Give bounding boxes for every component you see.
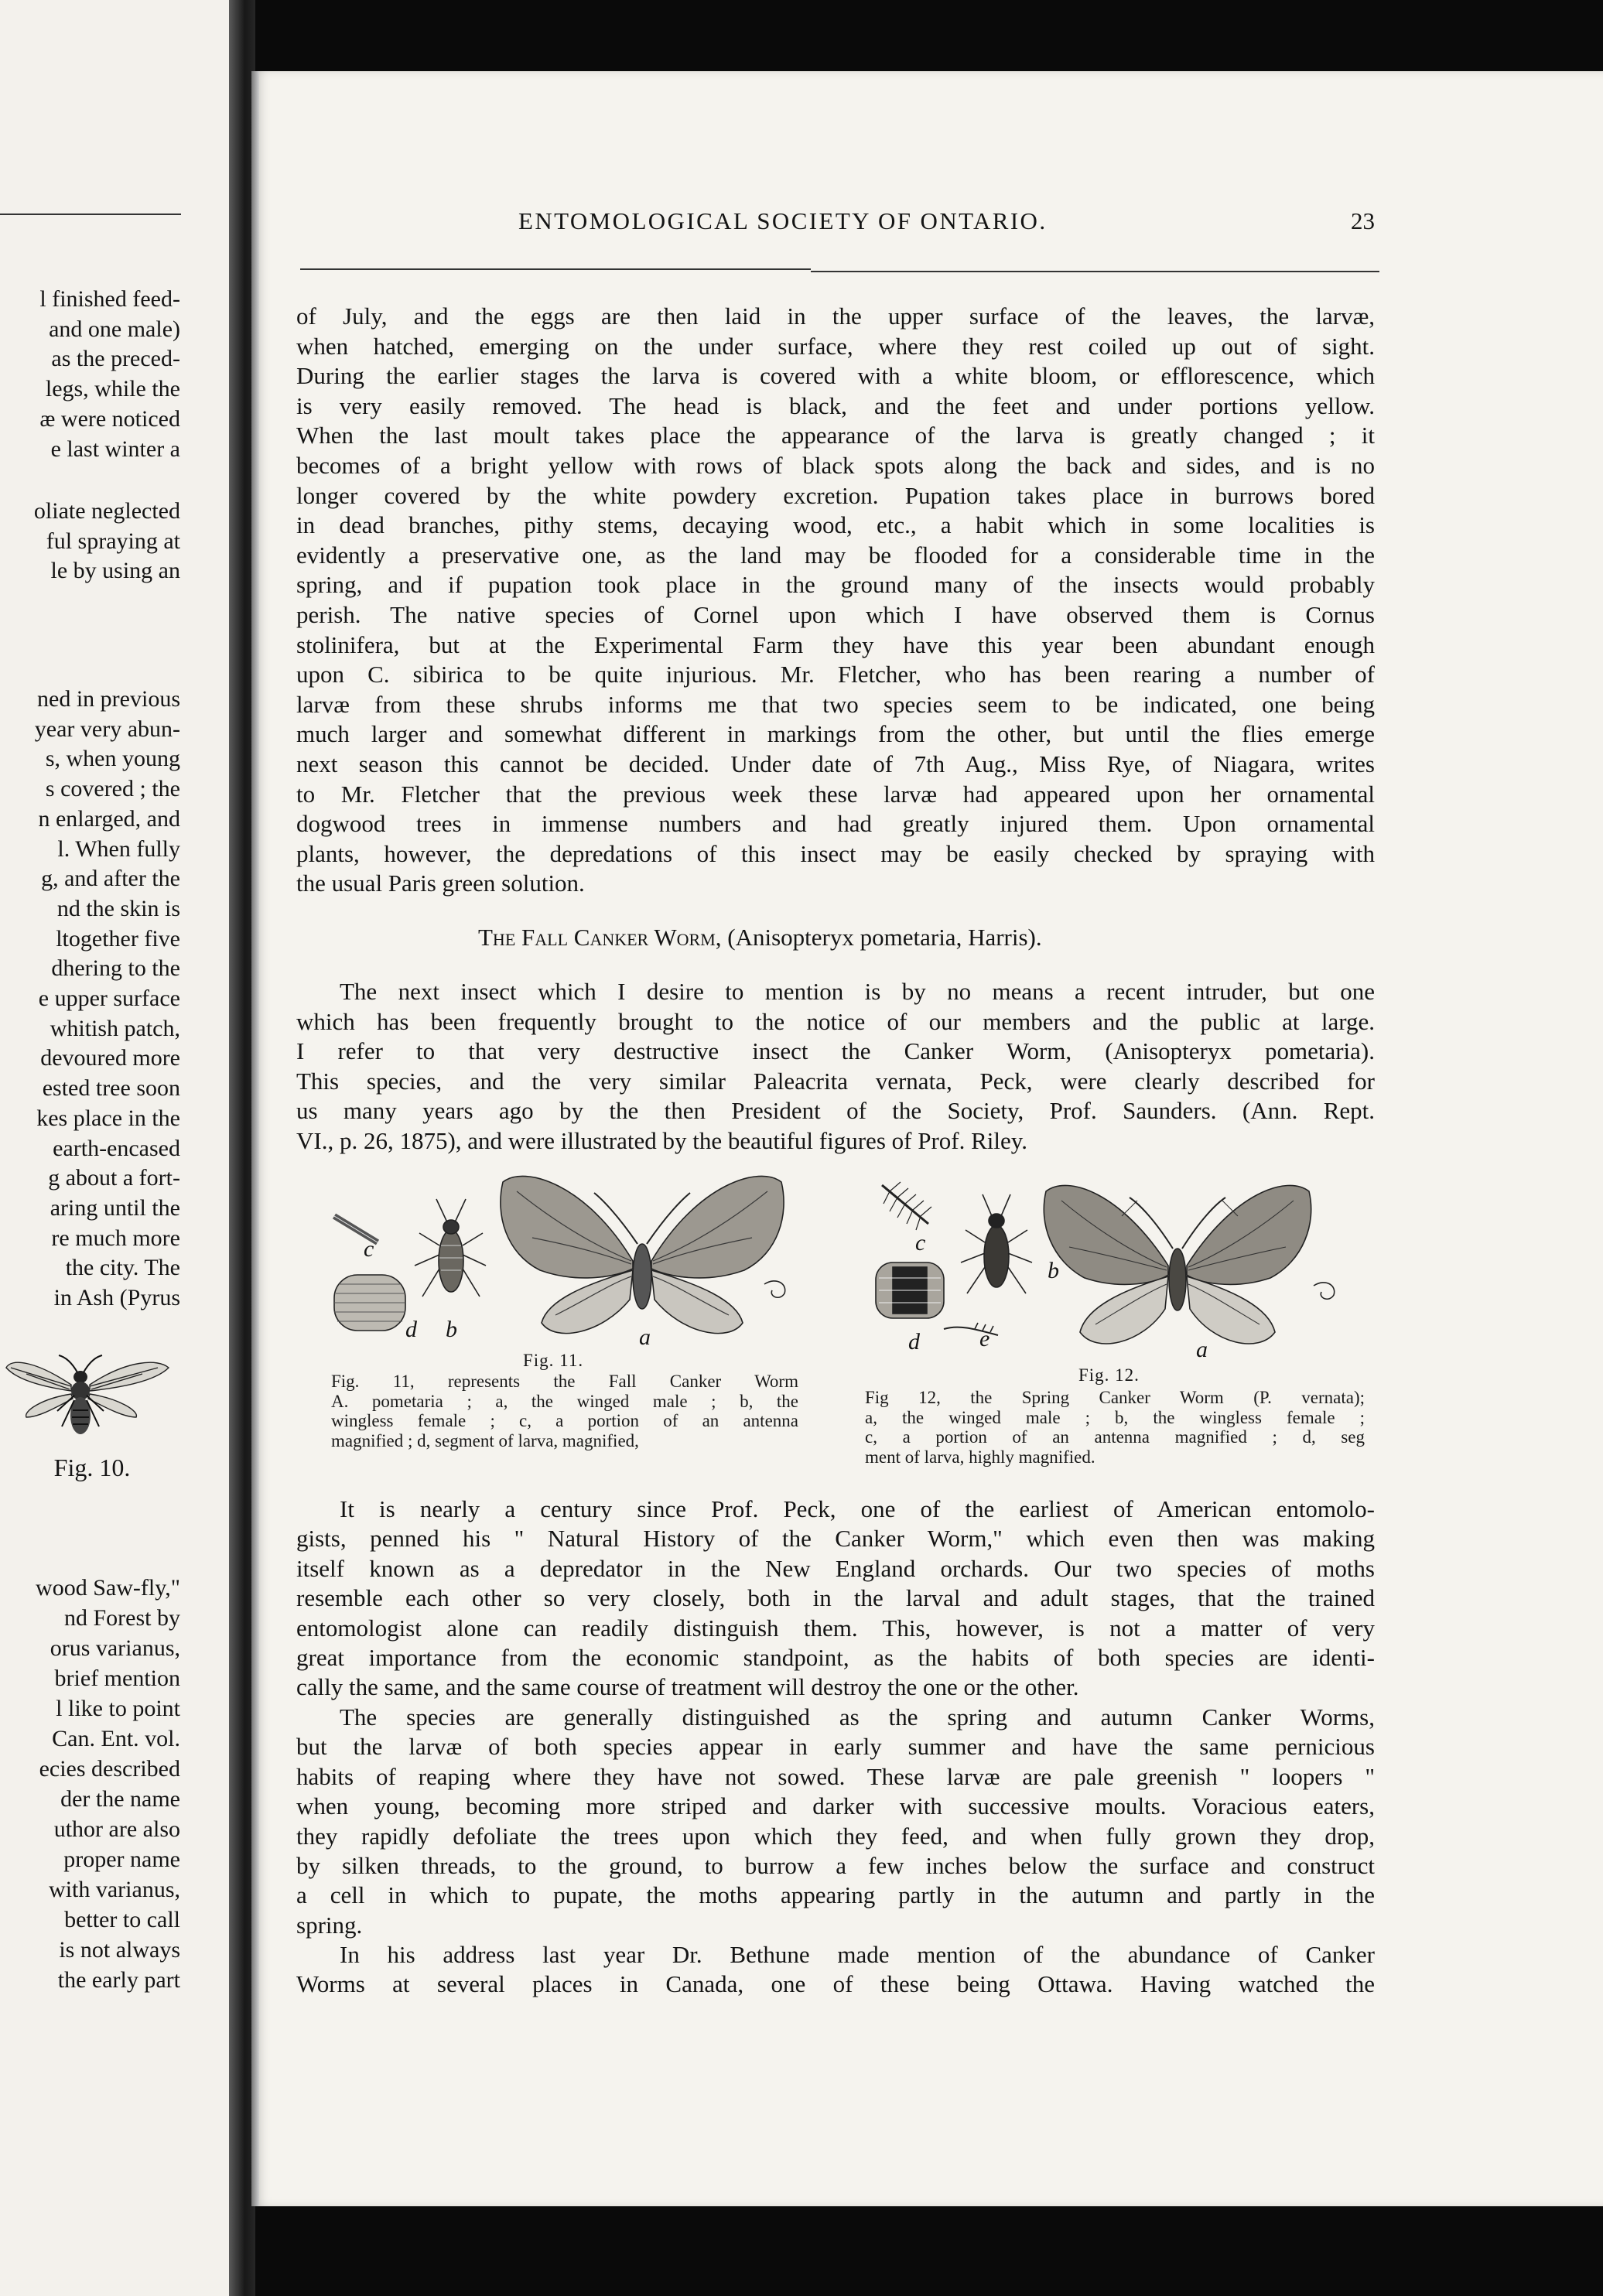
- fig10-label: Fig. 10.: [53, 1454, 131, 1481]
- left-page-rule: [0, 214, 181, 215]
- body-line: stolinifera, but at the Experimental Farm they have this year been abundant enough: [296, 630, 1375, 658]
- fig11-label: Fig. 11.: [523, 1351, 584, 1370]
- body-line: VI., p. 26, 1875), and were illustrated by the beautiful figures of Prof. Riley.: [296, 1127, 1027, 1154]
- running-head: ENTOMOLOGICAL SOCIETY OF ONTARIO.: [518, 207, 1048, 234]
- left-text-line: proper name: [63, 1847, 180, 1872]
- sawfly-illustration: [3, 1337, 181, 1453]
- left-text-line: whitish patch,: [50, 1015, 180, 1041]
- body-line: next season this cannot be decided. Under date of 7th Aug., Miss Rye, of Niagara, writes: [296, 750, 1375, 777]
- left-text-line: ested tree soon: [42, 1075, 180, 1102]
- left-text-line: ned in previous: [37, 686, 180, 712]
- fig12-label: Fig. 12.: [1078, 1365, 1140, 1385]
- fig12-caption-line: a, the winged male ; b, the wingless female ;: [865, 1407, 1365, 1427]
- body-line: itself known as a depredator in the New England orchards. Our two species of moths: [296, 1554, 1375, 1582]
- body-line: much larger and somewhat different in markings from the other, but until the flies emerge: [296, 720, 1375, 748]
- fig11-caption-line: A. pometaria ; a, the winged male ; b, the: [331, 1391, 798, 1411]
- body-line: The species are generally distinguished as the spring and autumn Canker Worms,: [340, 1703, 1375, 1731]
- left-text-line: oliate neglected: [33, 498, 180, 524]
- body-line: they rapidly defoliate the trees upon which they feed, and when fully grown they drop,: [296, 1822, 1375, 1850]
- body-line: longer covered by the white powdery excretion. Pupation takes place in burrows bored: [296, 481, 1375, 509]
- left-text-line: l like to point: [56, 1696, 180, 1721]
- header-rule-right: [811, 271, 1379, 272]
- body-line: of July, and the eggs are then laid in the upper surface of the leaves, the larvæ,: [296, 302, 1375, 330]
- left-text-line: year very abun-: [34, 716, 180, 742]
- section-heading: [478, 923, 1042, 952]
- fig12-illustration: [866, 1170, 1377, 1363]
- body-line: The next insect which I desire to mention is by no means a recent intruder, but one: [340, 978, 1375, 1005]
- body-line: cally the same, and the same course of treatment will destroy the one or the other.: [296, 1673, 1079, 1701]
- body-line: us many years ago by the then President of the Society, Prof. Saunders. (Ann. Rept.: [296, 1097, 1375, 1125]
- left-text-line: uthor are also: [53, 1816, 180, 1842]
- body-line: by silken threads, to the ground, to burrow a few inches below the surface and construct: [296, 1852, 1375, 1879]
- body-line: a cell in which to pupate, the moths appearing partly in the autumn and partly in the: [296, 1881, 1375, 1909]
- left-text-line: ecies described: [39, 1756, 180, 1782]
- body-line: becomes of a bright yellow with rows of black spots along the back and sides, and is no: [296, 452, 1375, 479]
- body-line: It is nearly a century since Prof. Peck, one of the earliest of American entomolo-: [340, 1495, 1375, 1522]
- left-text-line: g, and after the: [41, 866, 180, 892]
- fig11-illustration: [323, 1168, 803, 1354]
- body-line: dogwood trees in immense numbers and had greatly injured them. Upon ornamental: [296, 810, 1375, 838]
- left-text-line: der the name: [60, 1786, 180, 1812]
- fig12-caption-line: ment of larva, highly magnified.: [865, 1447, 1095, 1467]
- fig11-letter-b: b: [446, 1317, 457, 1342]
- left-text-line: better to call: [64, 1907, 180, 1932]
- body-line: larvæ from these shrubs informs me that two species seem to be indicated, one being: [296, 690, 1375, 718]
- left-text-line: le by using an: [50, 558, 180, 584]
- body-line: which has been frequently brought to the notice of our members and the public at large.: [296, 1007, 1375, 1035]
- body-line: when hatched, emerging on the under surface, where they rest coiled up out of sight.: [296, 332, 1375, 360]
- body-line: When the last moult takes place the appearance of the larva is greatly changed ; it: [296, 422, 1375, 449]
- left-text-line: in Ash (Pyrus: [53, 1285, 180, 1310]
- left-text-line: brief mention: [54, 1666, 180, 1691]
- section-heading-title: The Fall Canker Worm,: [478, 924, 722, 951]
- left-text-line: Can. Ent. vol.: [52, 1726, 180, 1751]
- left-text-line: is not always: [59, 1937, 180, 1963]
- fig11-caption-line: magnified ; d, segment of larva, magnified,: [331, 1430, 639, 1450]
- left-text-line: ful spraying at: [46, 528, 180, 554]
- body-line: evidently a preservative one, as the land may be flooded for a considerable time in the: [296, 541, 1375, 569]
- left-text-line: aring until the: [50, 1194, 180, 1221]
- left-text-line: the city. The: [65, 1255, 180, 1281]
- left-text-line: æ were noticed: [39, 405, 180, 432]
- left-text-line: nd the skin is: [56, 895, 180, 921]
- fig12-letter-e: e: [979, 1326, 990, 1351]
- left-text-line: ltogether five: [56, 925, 180, 952]
- left-text-line: e upper surface: [38, 986, 180, 1011]
- left-text-line: as the preced-: [51, 346, 180, 372]
- left-text-line: s, when young: [45, 746, 180, 772]
- fig12-letter-d: d: [908, 1329, 920, 1355]
- body-line: to Mr. Fletcher that the previous week these larvæ had appeared upon her ornamental: [296, 780, 1375, 808]
- left-text-line: the early part: [57, 1967, 180, 1993]
- left-text-line: e last winter a: [50, 436, 180, 462]
- body-line: is very easily removed. The head is black, and the feet and under portions yellow.: [296, 391, 1375, 419]
- left-text-line: l. When fully: [57, 835, 180, 862]
- body-line: Worms at several places in Canada, one of these being Ottawa. Having watched the: [296, 1970, 1375, 1998]
- left-text-line: earth-encased: [53, 1135, 180, 1161]
- left-text-line: s covered ; the: [45, 776, 180, 802]
- left-text-line: and one male): [49, 316, 180, 342]
- body-line: plants, however, the depredations of this insect may be easily checked by spraying with: [296, 839, 1375, 867]
- left-text-line: orus varianus,: [50, 1635, 180, 1661]
- main-page-edge: [251, 71, 259, 2206]
- fig11-letter-d: d: [405, 1317, 417, 1342]
- body-line: in dead branches, pithy stems, decaying wood, etc., a habit which in some localities is: [296, 511, 1375, 539]
- left-text-line: re much more: [51, 1225, 180, 1251]
- body-line: I refer to that very destructive insect the Canker Worm, (Anisopteryx pometaria).: [296, 1037, 1375, 1065]
- fig11-caption-line: Fig. 11, represents the Fall Canker Worm: [331, 1372, 798, 1391]
- body-line: This species, and the very similar Paleacrita vernata, Peck, were clearly described for: [296, 1067, 1375, 1095]
- left-text-line: dhering to the: [51, 955, 180, 982]
- left-text-line: l finished feed-: [39, 286, 180, 312]
- header-rule-left: [300, 268, 811, 270]
- body-line: habits of reaping where they have not sowed. These larvæ are pale greenish " loopers ": [296, 1762, 1375, 1790]
- left-text-line: g about a fort-: [48, 1165, 180, 1191]
- left-page-fragment: [0, 0, 232, 2296]
- left-text-line: wood Saw-fly,": [36, 1575, 180, 1601]
- body-line: entomologist alone can readily distinguish them. This, however, is not a matter of very: [296, 1614, 1375, 1642]
- fig12-caption-line: Fig 12, the Spring Canker Worm (P. vernata);: [865, 1388, 1365, 1407]
- body-line: great importance from the economic standpoint, as the habits of both species are identi-: [296, 1644, 1375, 1671]
- fig12-letter-b: b: [1048, 1258, 1059, 1283]
- left-text-line: legs, while the: [45, 376, 180, 402]
- body-line: but the larvæ of both species appear in early summer and have the same pernicious: [296, 1733, 1375, 1761]
- left-text-line: nd Forest by: [64, 1605, 180, 1631]
- left-text-line: n enlarged, and: [38, 805, 180, 832]
- body-line: gists, penned his " Natural History of the Canker Worm," which even then was making: [296, 1525, 1375, 1553]
- body-line: perish. The native species of Cornel upon which I have observed them is Cornus: [296, 601, 1375, 628]
- body-line: when young, becoming more striped and darker with successive moults. Voracious eaters,: [296, 1792, 1375, 1820]
- left-text-line: devoured more: [40, 1045, 180, 1071]
- body-line: spring.: [296, 1911, 363, 1939]
- fig11-letter-c: c: [364, 1236, 374, 1262]
- fig12-letter-c: c: [915, 1230, 926, 1256]
- body-line: During the earlier stages the larva is covered with a white bloom, or efflorescence, which: [296, 362, 1375, 390]
- left-text-line: kes place in the: [36, 1105, 180, 1131]
- fig11-caption-line: wingless female ; c, a portion of an antenna: [331, 1411, 798, 1430]
- body-line: resemble each other so very closely, both in the larval and adult stages, that the trained: [296, 1584, 1375, 1612]
- page-number: 23: [1351, 207, 1375, 234]
- body-line: spring, and if pupation took place in the ground many of the insects would probably: [296, 571, 1375, 599]
- fig12-letter-a: a: [1196, 1337, 1208, 1362]
- body-line: upon C. sibirica to be quite injurious. Mr. Fletcher, who has been rearing a number of: [296, 661, 1375, 688]
- fig11-letter-a: a: [639, 1324, 651, 1350]
- body-line: the usual Paris green solution.: [296, 870, 585, 897]
- section-heading-species: (Anisopteryx pometaria, Harris).: [721, 924, 1042, 951]
- body-line: In his address last year Dr. Bethune made mention of the abundance of Canker: [340, 1941, 1375, 1968]
- left-text-line: with varianus,: [49, 1877, 180, 1902]
- fig12-caption-line: c, a portion of an antenna magnified ; d, seg: [865, 1427, 1365, 1447]
